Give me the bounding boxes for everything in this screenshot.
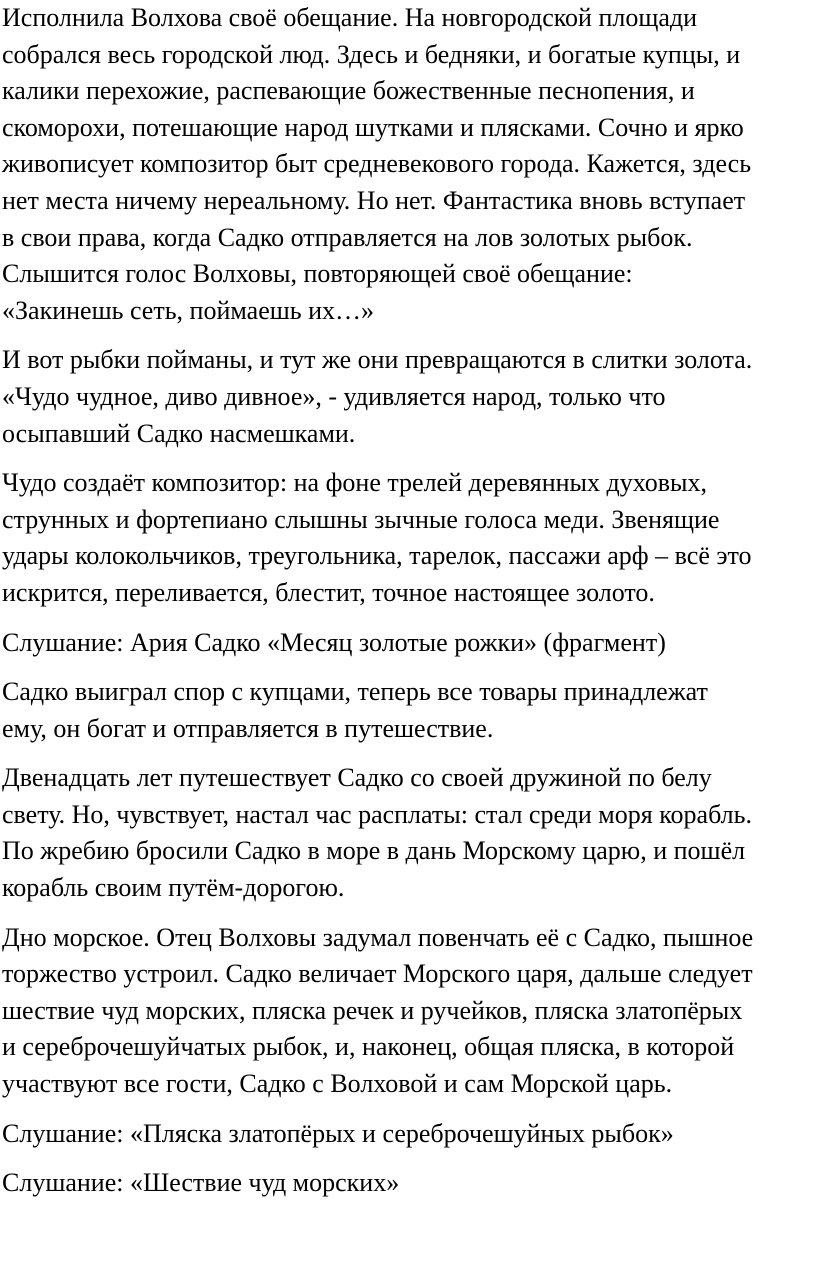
listening-fish-dance: Слушание: «Пляска златопёрых и сереброчешуйных рыбок» — [2, 1118, 674, 1148]
listening-aria-sadko: Слушание: Ария Садко «Месяц золотые рожки» (фрагмент) — [2, 627, 666, 657]
paragraph-sea-bottom: Дно морское. Отец Волховы задумал повенчать её с Садко, пышное торжество устроил. Садко величает Морского царя, дальше следует шествие чуд морских, пляска речек и ручейков, пляска златопёрых и сереброчешуйчатых рыбок, и, наконец, общая пляска, в которой участвуют все гости, Садко с Волховой и сам Морской царь. — [2, 922, 754, 1099]
paragraph-fish-caught: И вот рыбки пойманы, и тут же они превращаются в слитки золота. «Чудо чудное, диво дивное», - удивляется народ, только что осыпавший Садко насмешками. — [2, 345, 753, 448]
paragraph-sadko-wins: Садко выиграл спор с купцами, теперь все товары принадлежат ему, он богат и отправляется в путешествие. — [2, 677, 708, 743]
paragraph-volkhova-promise: Исполнила Волхова своё обещание. На новгородской площади собрался весь городской люд. Здесь и бедняки, и богатые купцы, и калики перехожие, распевающие божественные песнопения, и скоморохи, потешающие народ шутками и плясками. Сочно и ярко живописует композитор быт средневекового города. Кажется, здесь нет места ничему нереальному. Но нет. Фантастика вновь вступает в свои права, когда Садко отправляется на лов золотых рыбок. Слышится голос Волховы, повторяющей своё обещание: «Закинешь сеть, поймаешь их…» — [2, 3, 752, 325]
paragraph-miracle-music: Чудо создаёт композитор: на фоне трелей деревянных духовых, струнных и фортепиано слышны зычные голоса меди. Звенящие удары колокольчиков, треугольника, тарелок, пассажи арф – всё это искрится, переливается, блестит, точное настоящее золото. — [2, 468, 752, 607]
listening-sea-procession: Слушание: «Шествие чуд морских» — [2, 1168, 400, 1198]
paragraph-twelve-years: Двенадцать лет путешествует Садко со своей дружиной по белу свету. Но, чувствует, настал час расплаты: стал среди моря корабль. По жребию бросили Садко в море в дань Морскому царю, и пошёл корабль своим путём-дорогою. — [2, 763, 752, 903]
